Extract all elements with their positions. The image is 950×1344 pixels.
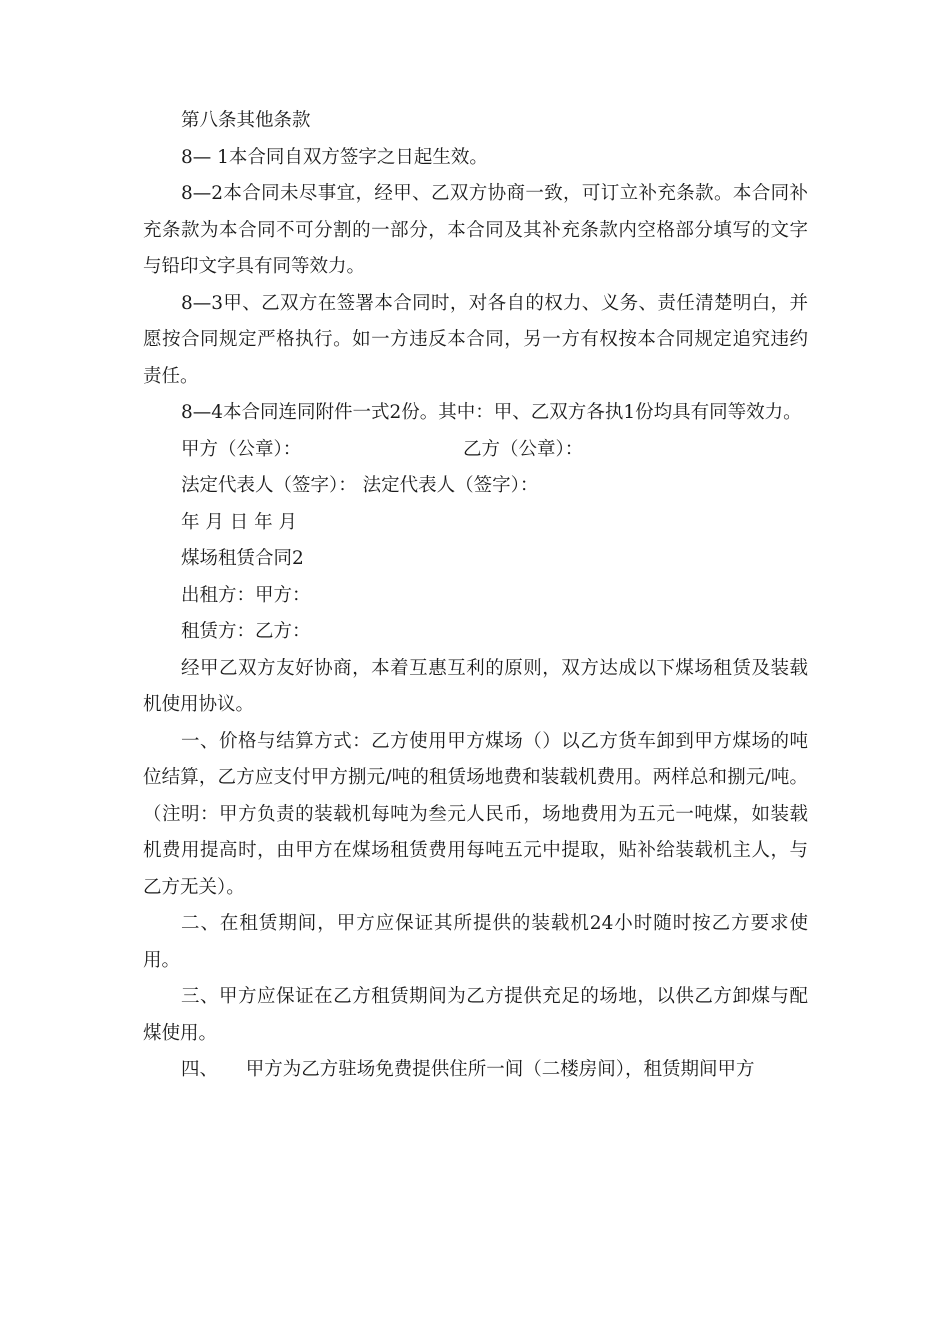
article-8-heading: 第八条其他条款 bbox=[181, 110, 311, 131]
contract-2-title: 煤场租赁合同2 bbox=[181, 548, 304, 569]
clause-price-settlement: 一、价格与结算方式：乙方使用甲方煤场（）以乙方货车卸到甲方煤场的吨位结算，乙方应支付甲方捌元/吨的租赁场地费和装载机费用。两样总和捌元/吨。（注明：甲方负责的装载机每吨为叁元人民币，场地费用为五元一吨煤，如装载机费用提高时，由甲方在煤场租赁费用每吨五元中提取，贴补给装载机主人，与乙方无关）。 bbox=[143, 730, 808, 898]
seal-row bbox=[143, 432, 808, 469]
clause-site-provision: 三、甲方应保证在乙方租赁期间为乙方提供充足的场地，以供乙方卸煤与配煤使用。 bbox=[143, 986, 808, 1044]
contract-2-intro: 经甲乙双方友好协商，本着互惠互利的原则，双方达成以下煤场租赁及装载机使用协议。 bbox=[143, 657, 808, 715]
clause-8-2: 8—2本合同未尽事宜，经甲、乙双方协商一致，可订立补充条款。本合同补充条款为本合同不可分割的一部分，本合同及其补充条款内空格部分填写的文字与铅印文字具有同等效力。 bbox=[143, 183, 808, 277]
clause-8-1: 8— 1本合同自双方签字之日起生效。 bbox=[181, 146, 488, 168]
clause-8-3: 8—3甲、乙双方在签署本合同时，对各自的权力、义务、责任清楚明白，并愿按合同规定严格执行。如一方违反本合同，另一方有权按本合同规定追究违约责任。 bbox=[143, 292, 808, 387]
lessee-line: 租赁方：乙方： bbox=[181, 621, 311, 642]
lessor-line: 出租方：甲方： bbox=[181, 584, 311, 606]
legal-representatives-line: 法定代表人（签字）： 法定代表人（签字）： bbox=[181, 475, 539, 496]
party-a-seal-label: 甲方（公章）： bbox=[181, 438, 302, 460]
party-b-seal-label: 乙方（公章）： bbox=[463, 438, 584, 460]
clause-accommodation: 四、 甲方为乙方驻场免费提供住所一间（二楼房间），租赁期间甲方 bbox=[181, 1059, 755, 1080]
clause-loader-availability: 二、在租赁期间，甲方应保证其所提供的装载机24小时随时按乙方要求使用。 bbox=[143, 913, 808, 971]
date-line: 年 月 日 年 月 bbox=[181, 511, 298, 533]
clause-8-4: 8—4本合同连同附件一式2份。其中：甲、乙双方各执1份均具有同等效力。 bbox=[181, 402, 802, 423]
document-body bbox=[143, 103, 808, 1089]
